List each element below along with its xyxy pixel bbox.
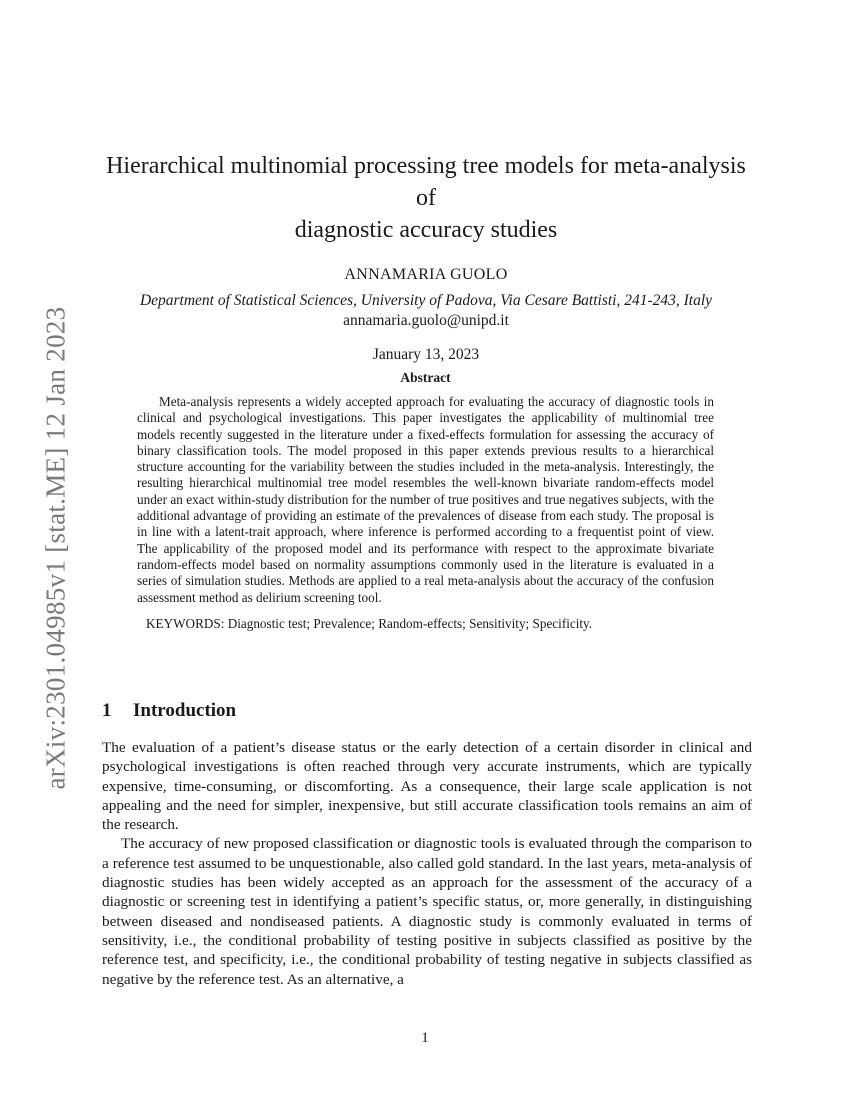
page-number: 1 [421, 1030, 429, 1046]
section-number: 1 [102, 700, 112, 721]
title-line-2: diagnostic accuracy studies [294, 217, 558, 243]
author-name: ANNAMARIA GUOLO [344, 266, 508, 283]
abstract-heading: Abstract [400, 370, 451, 385]
paper-date: January 13, 2023 [372, 346, 480, 363]
introduction-section [102, 700, 752, 989]
intro-paragraph-1: The evaluation of a patient’s disease status or the early detection of a certain disorder in clinical and psychological investigations is often reached through very accurate instruments, which are typically expensive, time-consuming, or discomforting. As a consequence, their large scale application is not appealing and the need for simpler, inexpensive, but still accurate classification tools remains an aim of the research. [102, 739, 752, 834]
section-title: Introduction [133, 700, 237, 721]
paper-header [96, 150, 756, 364]
author-affiliation: Department of Statistical Sciences, University of Padova, Via Cesare Battisti, 241-243, Italy [139, 292, 713, 309]
author-email: annamaria.guolo@unipd.it [343, 312, 509, 329]
paper-title [96, 150, 756, 246]
title-line-1: Hierarchical multinomial processing tree models for meta-analysis of [106, 153, 746, 211]
intro-paragraph-2: The accuracy of new proposed classification or diagnostic tools is evaluated through the comparison to a reference test assumed to be unquestionable, also called gold standard. In the last years, meta-analysis of diagnostic studies has been widely accepted as an approach for the assessment of the accuracy of a diagnostic or screening test in identifying a patient’s specific status, or, more generally, in distinguishing between diseased and nondiseased patients. A diagnostic study is commonly evaluated in terms of sensitivity, i.e., the conditional probability of testing positive in subjects classified as positive by the reference test, and specificity, i.e., the conditional probability of testing negative in subjects classified as negative by the reference test. As an alternative, a [102, 835, 752, 988]
keywords: KEYWORDS: Diagnostic test; Prevalence; Random-effects; Sensitivity; Specificity. [146, 615, 593, 631]
abstract-section [137, 370, 714, 632]
arxiv-identifier-stamp: arXiv:2301.04985v1 [stat.ME] 12 Jan 2023 [40, 306, 71, 790]
abstract-body: Meta-analysis represents a widely accepted approach for evaluating the accuracy of diagnostic tools in clinical and psychological investigations. This paper investigates the applicability of multinomial tree models recently suggested in the literature under a fixed-effects formulation for assessing the accuracy of binary classification tools. The model proposed in this paper extends previous results to a hierarchical structure accounting for the variability between the studies included in the meta-analysis. Interestingly, the resulting hierarchical multinomial tree model resembles the well-known bivariate random-effects model under an exact within-study distribution for the number of true positives and true negatives subjects, with the additional advantage of providing an estimate of the prevalences of disease from each study. The proposal is in line with a latent-trait approach, where inference is performed according to a frequentist point of view. The applicability of the proposed model and its performance with respect to the approximate bivariate random-effects model based on normality assumptions commonly used in the literature is evaluated in a series of simulation studies. Methods are applied to a real meta-analysis about the accuracy of the confusion assessment method as delirium screening tool. [137, 394, 714, 605]
section-heading [102, 700, 752, 722]
